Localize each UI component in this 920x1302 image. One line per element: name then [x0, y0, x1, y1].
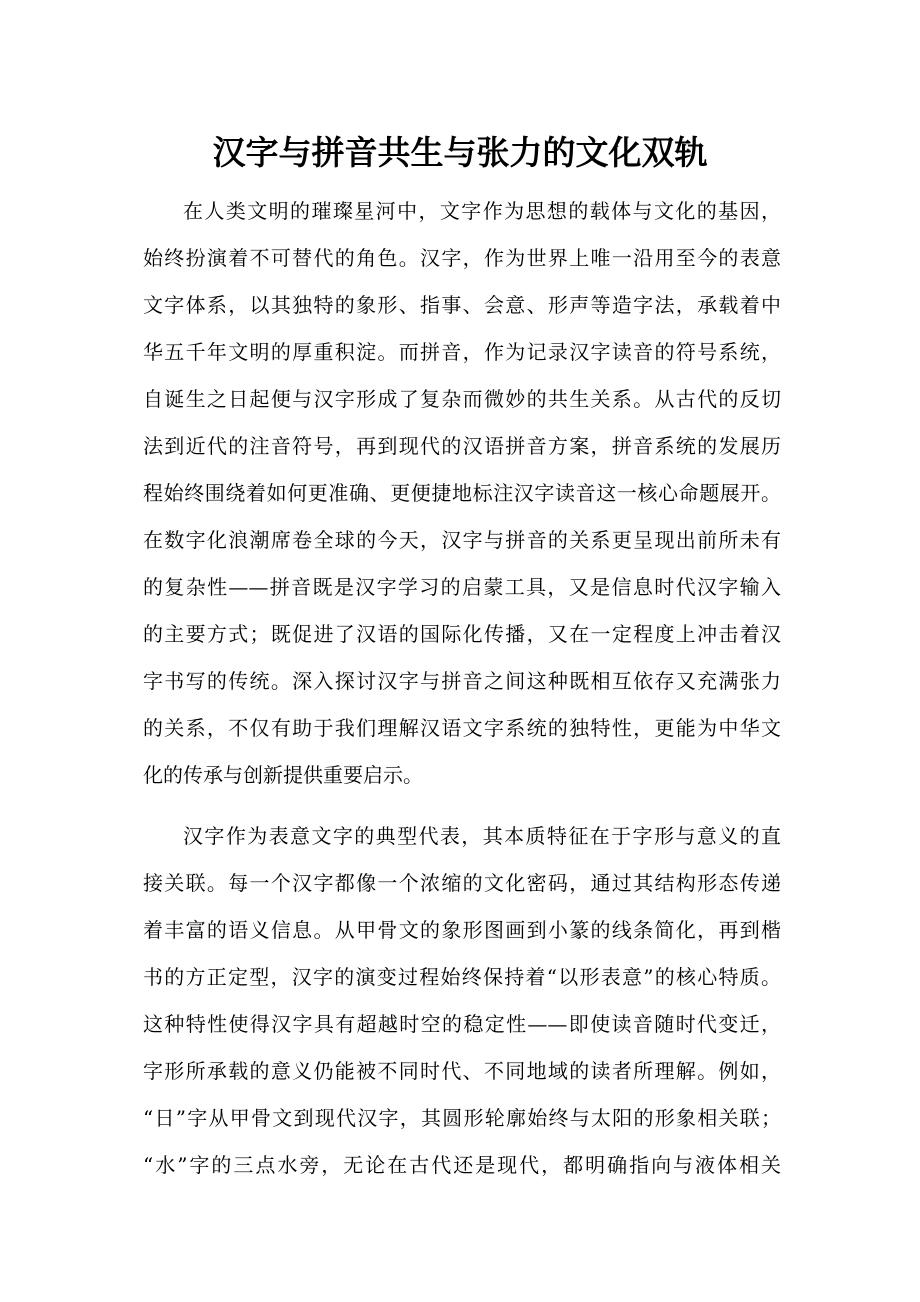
text-line: 始终扮演着不可替代的角色。汉字，作为世界上唯一沿用至今的表意 — [143, 246, 781, 270]
text-line: 化的传承与创新提供重要启示。 — [143, 763, 423, 787]
text-line: 着丰富的语义信息。从甲骨文的象形图画到小篆的线条简化，再到楷 — [143, 918, 781, 942]
text-line: 书的方正定型，汉字的演变过程始终保持着“以形表意”的核心特质。 — [143, 965, 781, 989]
text-line: 汉字作为表意文字的典型代表，其本质特征在于字形与意义的直 — [183, 824, 781, 848]
text-line: 在数字化浪潮席卷全球的今天，汉字与拼音的关系更呈现出前所未有 — [143, 528, 781, 552]
text-line: 在人类文明的璀璨星河中，文字作为思想的载体与文化的基因， — [183, 199, 781, 223]
text-line: 字书写的传统。深入探讨汉字与拼音之间这种既相互依存又充满张力 — [143, 669, 781, 693]
text-line: 法到近代的注音符号，再到现代的汉语拼音方案，拼音系统的发展历 — [143, 434, 781, 458]
text-line: 华五千年文明的厚重积淀。而拼音，作为记录汉字读音的符号系统， — [143, 340, 781, 364]
text-line: 自诞生之日起便与汉字形成了复杂而微妙的共生关系。从古代的反切 — [143, 387, 781, 411]
text-line: 文字体系，以其独特的象形、指事、会意、形声等造字法，承载着中 — [143, 293, 781, 317]
text-line: 的关系，不仅有助于我们理解汉语文字系统的独特性，更能为中华文 — [143, 716, 781, 740]
text-line: 这种特性使得汉字具有超越时空的稳定性——即使读音随时代变迁， — [143, 1012, 781, 1036]
paragraph-intro — [143, 188, 781, 799]
document-title: 汉字与拼音共生与张力的文化双轨 — [212, 133, 708, 172]
paragraph-hanzi-nature — [143, 813, 781, 1189]
text-line: 程始终围绕着如何更准确、更便捷地标注汉字读音这一核心命题展开。 — [143, 481, 781, 505]
text-line: “日”字从甲骨文到现代汉字，其圆形轮廓始终与太阳的形象相关联； — [143, 1106, 781, 1130]
text-line: 字形所承载的意义仍能被不同时代、不同地域的读者所理解。例如， — [143, 1059, 781, 1083]
text-line: 的主要方式；既促进了汉语的国际化传播，又在一定程度上冲击着汉 — [143, 622, 781, 646]
text-line: “水”字的三点水旁，无论在古代还是现代，都明确指向与液体相关 — [143, 1153, 781, 1177]
text-line: 的复杂性——拼音既是汉字学习的启蒙工具，又是信息时代汉字输入 — [143, 575, 781, 599]
text-line: 接关联。每一个汉字都像一个浓缩的文化密码，通过其结构形态传递 — [143, 871, 781, 895]
